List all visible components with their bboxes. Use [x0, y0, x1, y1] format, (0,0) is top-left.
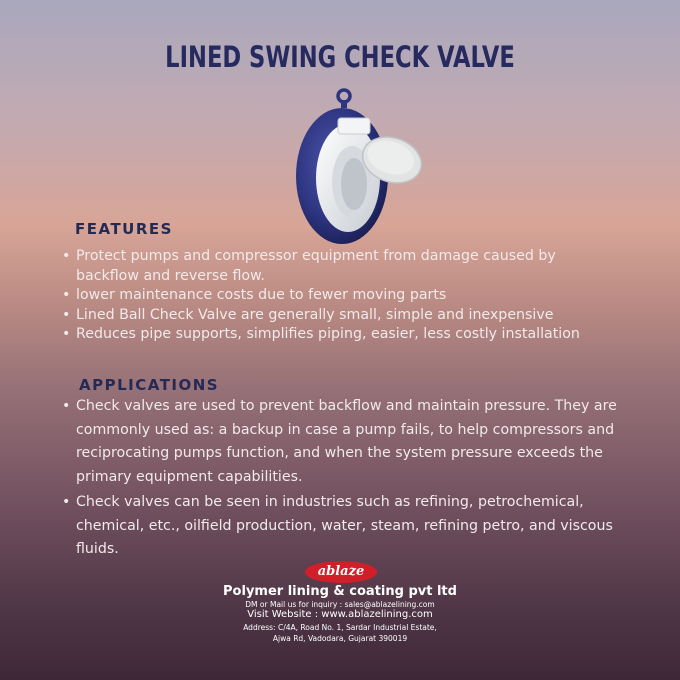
list-item: • Protect pumps and compressor equipment from damage caused by backflow and reverse flow.: [62, 247, 602, 286]
page-title: LINED SWING CHECK VALVE: [165, 40, 515, 74]
list-item: • Lined Ball Check Valve are generally small, simple and inexpensive: [62, 306, 602, 326]
inquiry-text: DM or Mail us for inquiry : sales@ablazelining.com: [245, 600, 435, 609]
address-line-1: Address: C/4A, Road No. 1, Sardar Industrial Estate,: [243, 623, 437, 632]
features-list: [62, 247, 602, 345]
ablaze-logo: ablaze: [305, 561, 377, 583]
features-heading: FEATURES: [75, 220, 173, 238]
list-item: • Check valves can be seen in industries such as refining, petrochemical, chemical, etc., oilfield production, water, steam, refining petro, and viscous fluids.: [62, 491, 622, 562]
list-item: • Reduces pipe supports, simplifies piping, easier, less costly installation: [62, 325, 602, 345]
list-item: • Check valves are used to prevent backflow and maintain pressure. They are commonly used as: a backup in case a pump fails, to help compressors and reciprocating pumps function, and when the system pressure exceeds the primary equipment capabilities.: [62, 395, 622, 489]
applications-list: [62, 395, 622, 564]
website-text: Visit Website : www.ablazelining.com: [247, 609, 433, 620]
swing-check-valve-image: [280, 88, 430, 248]
list-item: • lower maintenance costs due to fewer moving parts: [62, 286, 602, 306]
applications-heading: APPLICATIONS: [79, 376, 220, 394]
address-line-2: Ajwa Rd, Vadodara, Gujarat 390019: [272, 634, 408, 643]
company-name: Polymer lining & coating pvt ltd: [223, 584, 457, 599]
